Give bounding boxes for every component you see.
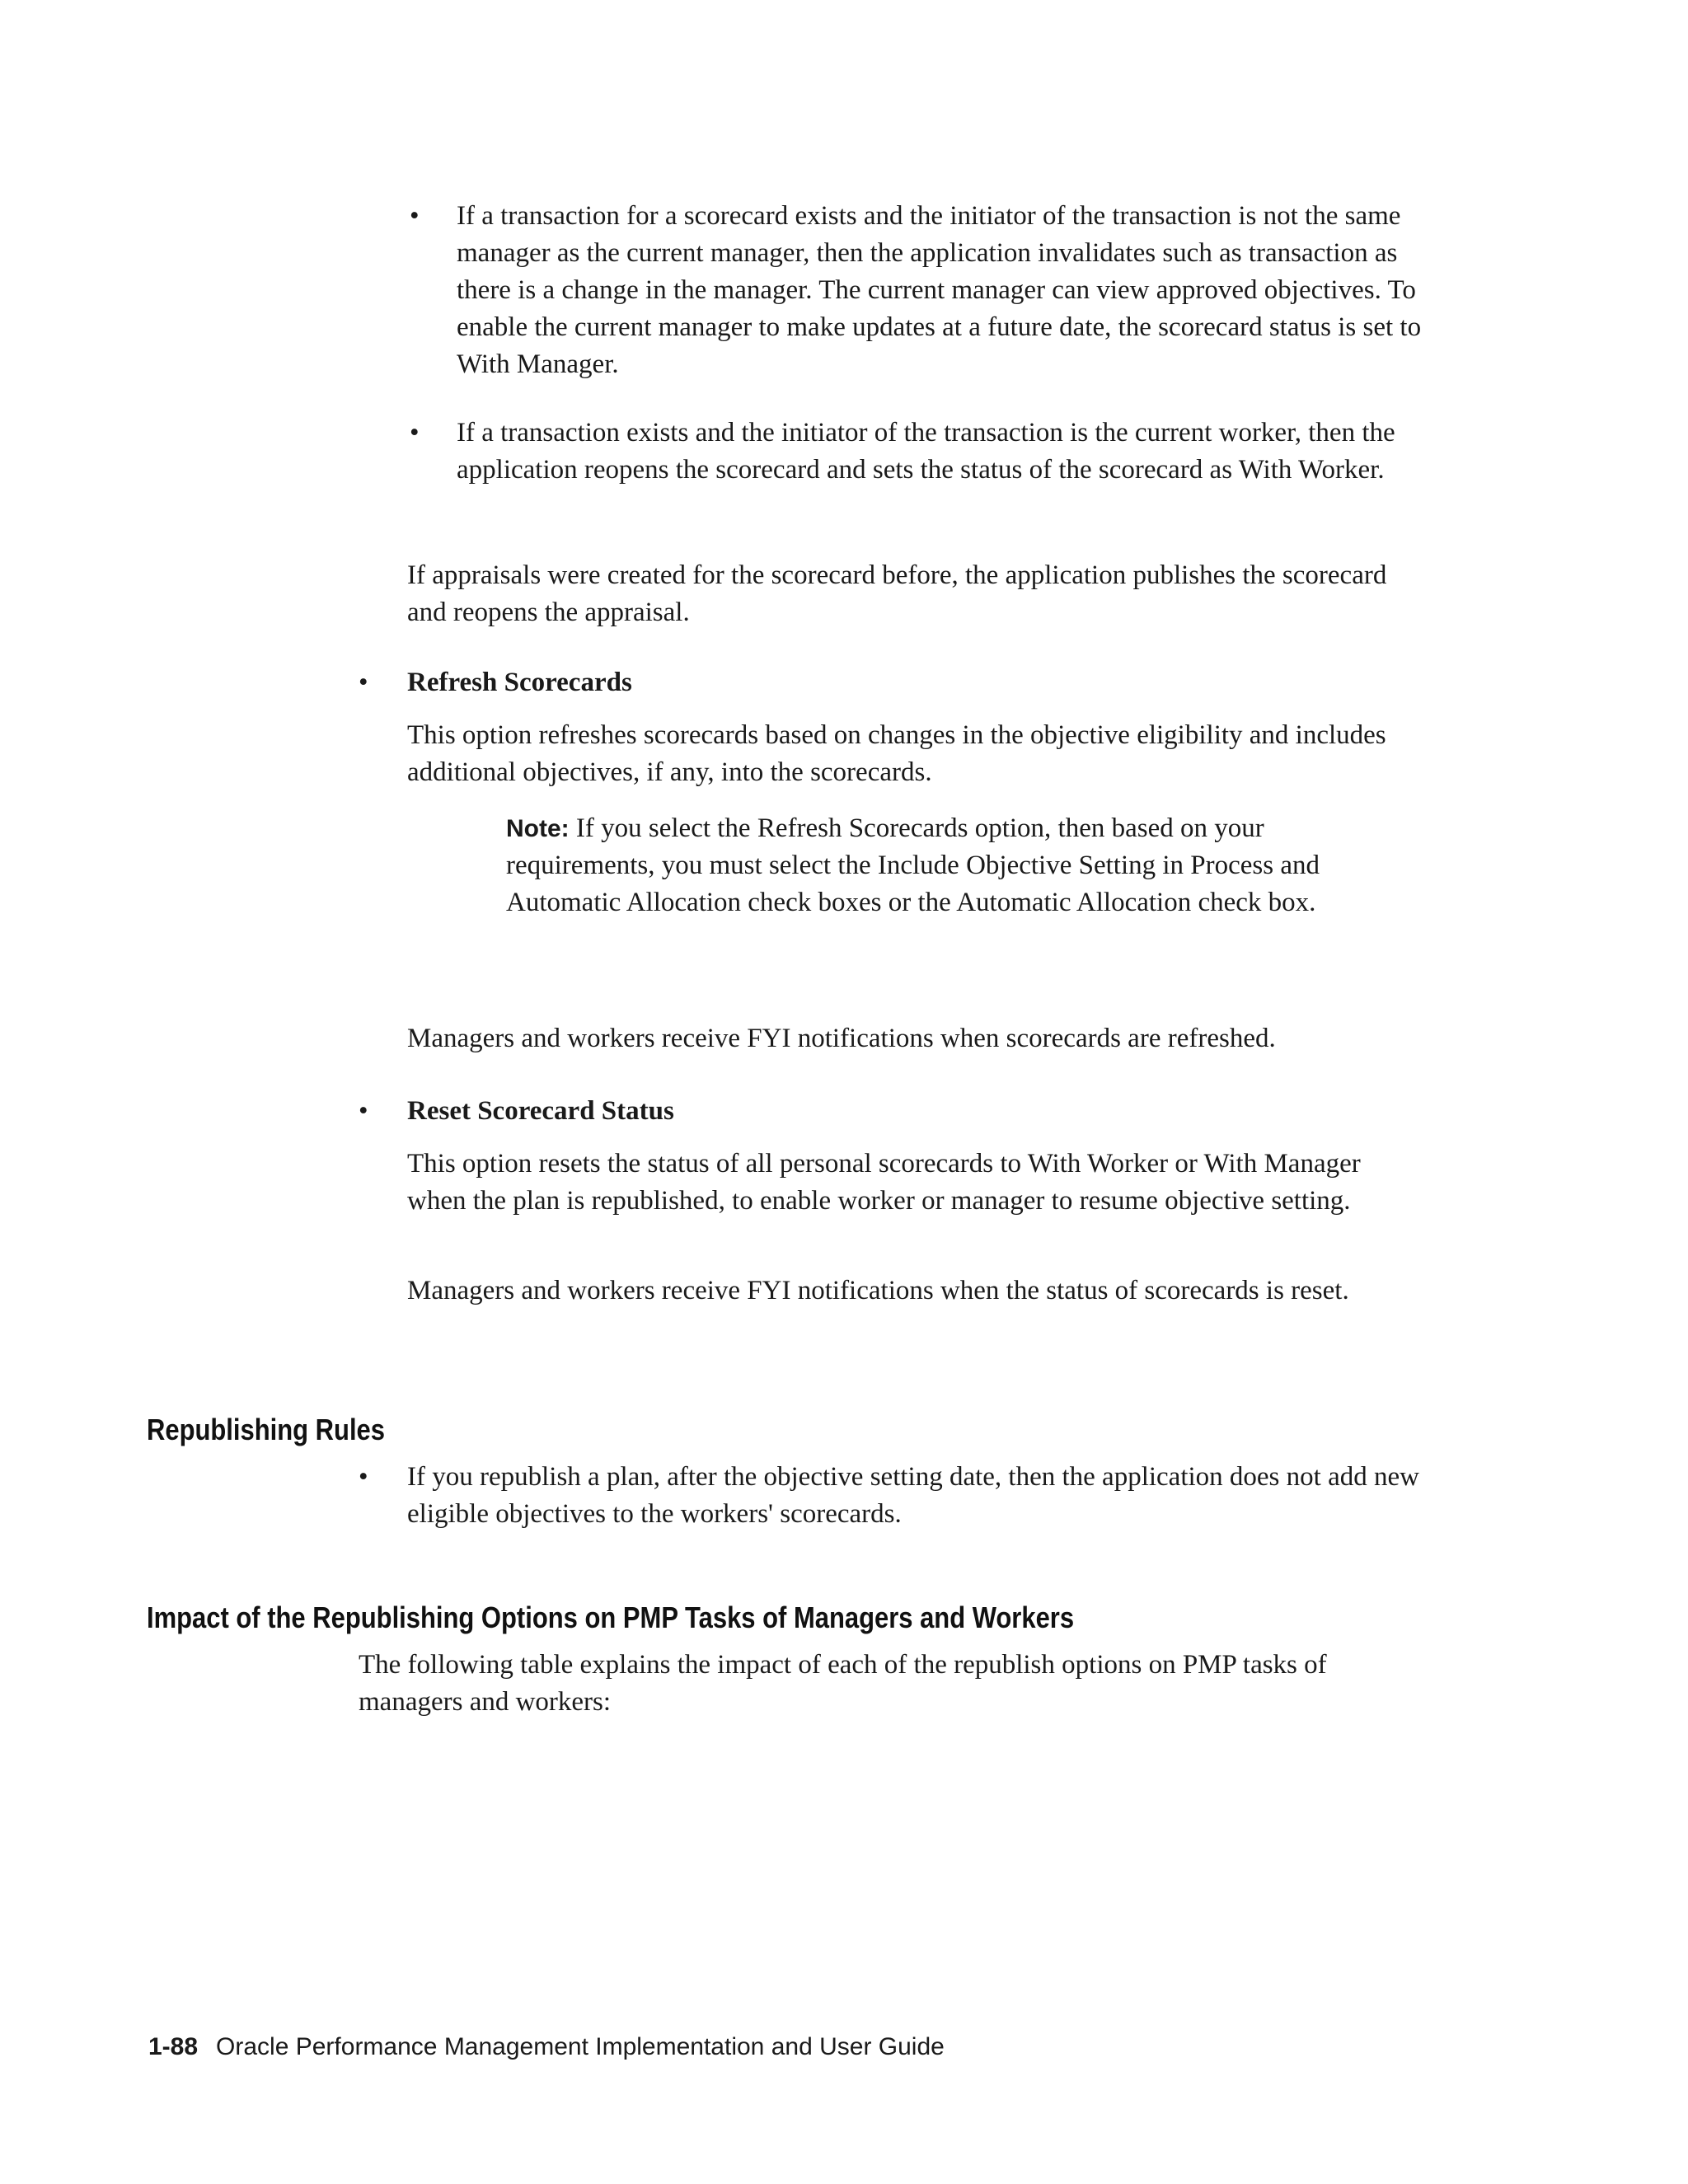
refresh-fyi: Managers and workers receive FYI notifications when scorecards are refreshed. [407,1024,1276,1053]
section-heading-impact: Impact of the Republishing Options on PMP Tasks of Managers and Workers [147,1601,1075,1634]
reset-fyi: Managers and workers receive FYI notifications when the status of scorecards is reset. [407,1276,1349,1305]
sub-bullet-text: If a transaction exists and the initiator of the transaction is the current worker, then the application reopens the scorecard and sets the status of the scorecard as With Worker. [457,418,1395,485]
bullet-dot-icon: • [359,1096,368,1126]
document-title: Oracle Performance Management Implementation and User Guide [216,2033,945,2060]
option-title: Reset Scorecard Status [407,1096,674,1126]
note-block [506,810,1339,921]
note-label: Note: [506,815,570,842]
section-heading-republishing-rules: Republishing Rules [147,1413,385,1446]
sub-bullet-text: If a transaction for a scorecard exists and the initiator of the transaction is not the same manager as the current manager, then the application invalidates such as transaction as there is a change in the manager. The current manager can view approved objectives. To enable the current manager to make updates at a future date, the scorecard status is set to With Manager. [457,201,1422,379]
bullet-dot-icon: • [359,668,368,697]
appraisals-paragraph: If appraisals were created for the scorecard before, the application publishes the scorecard and reopens the appraisal. [407,560,1387,627]
impact-paragraph: The following table explains the impact of each of the republish options on PMP tasks of managers and workers: [359,1650,1327,1717]
note-text: If you select the Refresh Scorecards option, then based on your requirements, you must select the Include Objective Setting in Process and Automatic Allocation check boxes or the Automatic Allocation check box. [506,813,1320,917]
option-title: Refresh Scorecards [407,668,632,697]
bullet-dot-icon: • [410,418,420,448]
republishing-rule-text: If you republish a plan, after the objective setting date, then the application does not add new eligible objectives to the workers' scorecards. [407,1462,1419,1529]
page-number: 1-88 [148,2033,199,2060]
refresh-description: This option refreshes scorecards based on changes in the objective eligibility and includes additional objectives, if any, into the scorecards. [407,720,1386,787]
bullet-dot-icon: • [359,1462,368,1492]
reset-description: This option resets the status of all personal scorecards to With Worker or With Manager when the plan is republished, to enable worker or manager to resume objective setting. [407,1149,1361,1216]
page-footer [148,2031,945,2064]
bullet-dot-icon: • [410,201,420,231]
